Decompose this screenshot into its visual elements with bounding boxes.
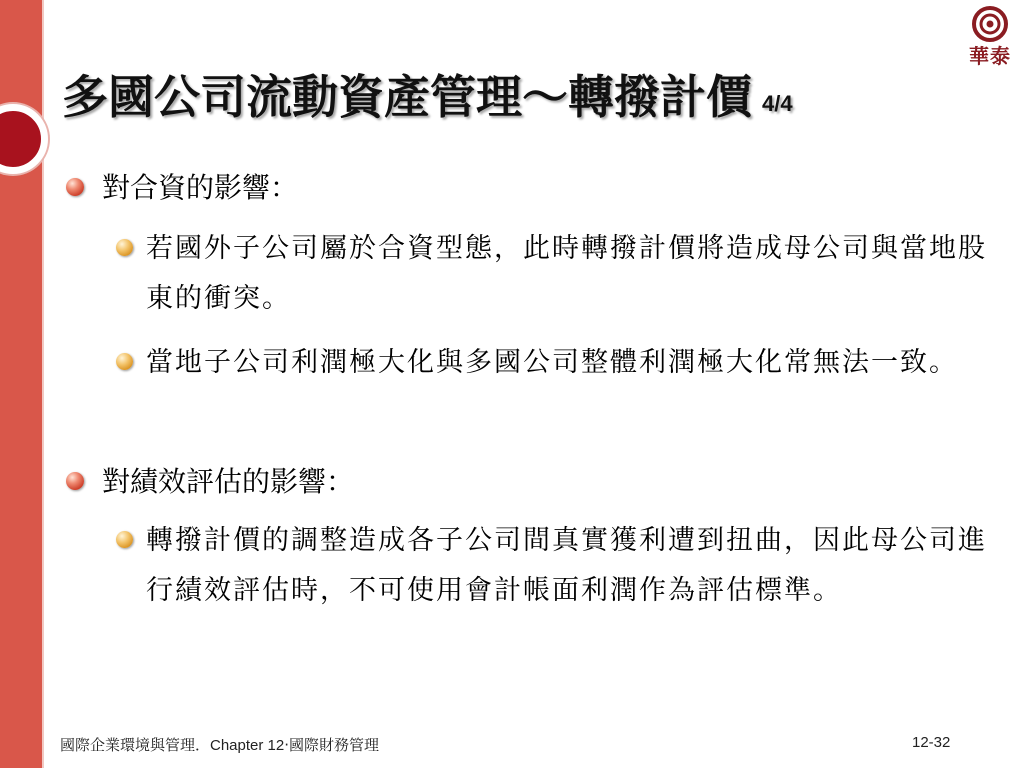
slide-title <box>62 64 962 130</box>
concentric-circle-logo-icon <box>972 6 1008 42</box>
bullet-level2-conflict: 若國外子公司屬於合資型態，此時轉撥計價將造成母公司與當地股東的衝突。 <box>146 233 987 314</box>
orange-sphere-bullet-icon <box>116 353 133 370</box>
bullet-level1-joint-venture: 對合資的影響： <box>102 171 299 204</box>
red-sphere-bullet-icon <box>66 178 84 196</box>
bullet-level2-profit-maximization: 當地子公司利潤極大化與多國公司整體利潤極大化常無法一致。 <box>146 347 958 378</box>
red-sphere-bullet-icon <box>66 472 84 490</box>
page-indicator: 4/4 <box>762 91 793 116</box>
title-text: 多國公司流動資產管理～轉撥計價 <box>62 70 752 124</box>
orange-sphere-bullet-icon <box>116 239 133 256</box>
footer-page-number: 12-32 <box>912 734 951 751</box>
left-bar-edge <box>42 0 44 768</box>
orange-sphere-bullet-icon <box>116 531 133 548</box>
bullet-level2-distortion: 轉撥計價的調整造成各子公司間真實獲利遭到扭曲，因此母公司進行績效評估時，不可使用會計帳面利潤作為評估標準。 <box>146 525 987 606</box>
footer-course-info: 國際企業環境與管理．Chapter 12‧國際財務管理 <box>60 737 379 754</box>
brand-logo <box>960 6 1020 82</box>
logo-text: 華泰 <box>969 44 1011 68</box>
bullet-level1-performance-evaluation: 對績效評估的影響： <box>102 465 355 498</box>
